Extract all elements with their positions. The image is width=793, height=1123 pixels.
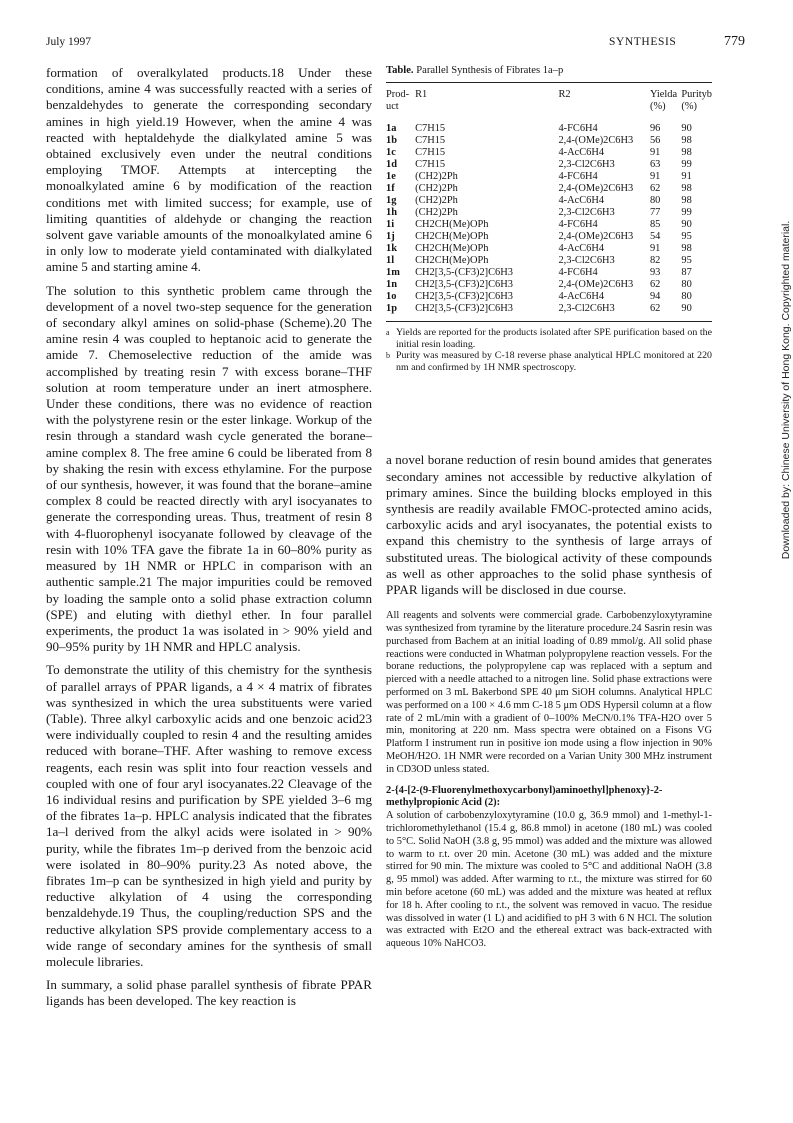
page-number: 779 [724, 34, 745, 49]
cell-yield: 91 [649, 147, 661, 158]
cell-r1: (CH2)2Ph [415, 171, 458, 182]
cell-purity: 90 [681, 123, 692, 134]
table-title: Parallel Synthesis of Fibrates 1a–p [416, 65, 564, 76]
cell-product: 1n [386, 279, 397, 290]
cell-yield: 93 [649, 267, 661, 278]
cell-product: 1c [386, 147, 396, 158]
cell-product: 1p [386, 303, 397, 314]
table-body [386, 118, 712, 321]
cell-purity: 91 [681, 171, 692, 182]
table-row [386, 255, 712, 267]
cell-yield: 63 [649, 159, 661, 170]
cell-r2: 2,3-Cl2C6H3 [558, 303, 615, 314]
right-column [386, 65, 712, 951]
fibrates-table [386, 83, 712, 321]
journal-name: SYNTHESIS [609, 36, 677, 48]
header-product: Prod-uct [386, 89, 410, 112]
cell-yield: 56 [649, 135, 661, 146]
cell-r2: 2,4-(OMe)2C6H3 [558, 135, 634, 146]
cell-r1: CH2CH(Me)OPh [415, 231, 489, 242]
header-r1: R1 [415, 89, 428, 100]
cell-product: 1h [386, 207, 397, 218]
cell-r1: C7H15 [415, 123, 446, 134]
cell-yield: 85 [649, 219, 661, 230]
cell-yield: 54 [649, 231, 661, 242]
cell-product: 1g [386, 195, 397, 206]
cell-yield: 62 [649, 183, 661, 194]
cell-r1: (CH2)2Ph [415, 183, 458, 194]
cell-r1: CH2CH(Me)OPh [415, 243, 489, 254]
paragraph-summary-start: In summary, a solid phase parallel synthesis of fibrate PPAR ligands has been developed. The key reaction is [46, 977, 372, 1009]
experimental-general: All reagents and solvents were commercial grade. Carbobenzyloxytyramine was synthesized from tyramine by the literature procedure.24 Sasrin resin was purchased from Bachem at an initial loading of 0.89 mmol/g. All solid phase reactions were conducted in Whatman polypropylene reaction vessels. For the borane reductions, the polypropylene cap was replaced with a septum and pierced with a needle attached to a nitrogen line. Solid phase extractions were performed on 3 mL Bakerbond SPE 40 μm SiOH columns. Analytical HPLC was performed on a 100 × 4.6 mm C-18 5 μm ODS Hypersil column at a flow rate of 2 mL/min with a gradient of 0–100% MeCN/0.1% TFA-H2O over 5 min, monitoring at 220 nm. Mass spectra were obtained on a Fisons VG Platform I instrument run in positive ion mode using a flow injection in 90% MeOH/H2O. 1H NMR were recorded on a Varian Unity 300 MHz instrument in CD3OD unless stated. [386, 610, 712, 775]
cell-product: 1e [386, 171, 396, 182]
footnote-b [386, 350, 712, 373]
cell-r1: CH2[3,5-(CF3)2]C6H3 [415, 291, 513, 302]
cell-r2: 4-FC6H4 [558, 219, 598, 230]
cell-r1: C7H15 [415, 147, 446, 158]
table-header-row [386, 83, 712, 118]
paragraph-summary-end: a novel borane reduction of resin bound amides that generates secondary amines not accessible by reductive alkylation of primary amines. Since the building blocks employed in this synthesis are readily available FMOC-protected amino acids, carboxylic acids and aryl isocyanates, the potential exists to expand this chemistry to the synthesis of large arrays of substituted ureas. The biological activity of these compounds as well as other approaches to the solid phase synthesis of PPAR ligands will be disclosed in due course. [386, 452, 712, 597]
cell-purity: 98 [681, 147, 692, 158]
table-caption [386, 65, 712, 76]
cell-yield: 96 [649, 123, 661, 134]
experimental-section [386, 610, 712, 951]
page-header [46, 36, 747, 52]
footnote-text: Purity was measured by C-18 reverse phase analytical HPLC monitored at 220 nm and confirmed by 1H NMR spectroscopy. [396, 350, 712, 373]
cell-product: 1o [386, 291, 397, 302]
cell-r2: 4-AcC6H4 [558, 243, 605, 254]
fibrates-table-block [386, 65, 712, 373]
cell-yield: 62 [649, 279, 661, 290]
cell-purity: 98 [681, 195, 692, 206]
cell-r2: 4-AcC6H4 [558, 291, 605, 302]
paragraph-two-step-sequence: The solution to this synthetic problem came through the development of a novel two-step sequence for the generation of secondary alkyl amines on solid-phase (Scheme).20 The amine resin 4 was coupled to heptanoic acid to generate the amide 7. Chemoselective reduction of the amide was accomplished by treating resin 7 with excess borane–THF solution at room temperature under an inert atmosphere. Under these conditions, there was no evidence of reaction with the polystyrene resin or the ester linkage. Workup of the resin through a standard wash cycle generated the borane–amine complex 8. The free amine 6 could be liberated from 8 by shaking the resin with excess ethylamine. For the purpose of our synthesis, however, it was found that the borane–amine complex 8 could be reacted directly with aryl isocyanates to generate the corresponding ureas. Thus, treatment of resin 8 with 4-fluorophenyl isocyanate followed by cleavage of the resin with 10% TFA gave the fibrate 1a in 60–80% purity as measured by 1H NMR or HPLC in comparison with an authentic sample.21 The major impurities could be removed by loading the sample onto a solid phase extraction column (SPE) and eluting with diethyl ether. In four parallel experiments, the product 1a was isolated in > 90% yield and 90–95% purity by 1H NMR and HPLC analysis. [46, 282, 372, 655]
cell-purity: 98 [681, 243, 692, 254]
table-row [386, 171, 712, 183]
cell-r2: 2,3-Cl2C6H3 [558, 255, 615, 266]
compound-2-title: 2-{4-[2-(9-Fluorenylmethoxycarbonyl)aminoethyl]phenoxy}-2-methylpropionic Acid (2): [386, 784, 663, 809]
cell-yield: 94 [649, 291, 661, 302]
cell-purity: 95 [681, 231, 692, 242]
table-bottom-rule [386, 321, 712, 322]
footnote-a [386, 327, 712, 350]
cell-r2: 4-FC6H4 [558, 267, 598, 278]
footnote-mark: b [386, 351, 390, 361]
cell-r2: 2,4-(OMe)2C6H3 [558, 279, 634, 290]
cell-purity: 98 [681, 183, 692, 194]
table-row [386, 118, 712, 135]
footnote-text: Yields are reported for the products isolated after SPE purification based on the initial resin loading. [396, 327, 712, 350]
cell-product: 1a [386, 123, 397, 134]
footnote-mark: a [386, 328, 390, 337]
issue-date: July 1997 [46, 36, 92, 48]
cell-r1: (CH2)2Ph [415, 207, 458, 218]
cell-yield: 62 [649, 303, 661, 314]
cell-yield: 91 [649, 243, 661, 254]
cell-product: 1d [386, 159, 397, 170]
table-row [386, 195, 712, 207]
download-notice: Downloaded by: Chinese University of Hong Kong. Copyrighted material. [780, 220, 792, 560]
paragraph-overalkylation: formation of overalkylated products.18 Under these conditions, amine 4 was successfully reacted with a series of benzaldehydes to generate the corresponding secondary amines in high yield.19 However, when the amine 4 was reacted with heptaldehyde the dialkylated amine 5 was obtained exclusively even under the neutral conditions employing TMOF. Attempts at intercepting the monoalkylated amine 6 by modification of the reaction conditions met with limited success; for example, use of limiting quantities of aldehyde or changing the reaction solvent gave variable amounts of the monoalkylated amine 6 in only low to moderate yield contaminated with dialkylated amine 5 and starting amine 4. [46, 65, 372, 275]
cell-r1: C7H15 [415, 159, 446, 170]
cell-purity: 99 [681, 207, 692, 218]
table-row [386, 219, 712, 231]
cell-yield: 91 [649, 171, 661, 182]
cell-purity: 98 [681, 135, 692, 146]
table-row [386, 267, 712, 279]
header-r2: R2 [558, 89, 571, 100]
left-column [46, 65, 372, 1010]
header-purity: Purityb (%) [681, 89, 712, 112]
cell-product: 1b [386, 135, 397, 146]
table-label: Table. [386, 65, 414, 76]
cell-r2: 4-FC6H4 [558, 171, 598, 182]
table-row [386, 303, 712, 321]
cell-purity: 90 [681, 303, 692, 314]
cell-r2: 2,4-(OMe)2C6H3 [558, 183, 634, 194]
cell-r1: C7H15 [415, 135, 446, 146]
table-row [386, 231, 712, 243]
cell-r1: CH2[3,5-(CF3)2]C6H3 [415, 303, 513, 314]
cell-r2: 2,4-(OMe)2C6H3 [558, 231, 634, 242]
cell-product: 1k [386, 243, 397, 254]
cell-r2: 2,3-Cl2C6H3 [558, 159, 615, 170]
cell-purity: 80 [681, 291, 692, 302]
cell-product: 1i [386, 219, 395, 230]
cell-r1: CH2[3,5-(CF3)2]C6H3 [415, 279, 513, 290]
paragraph-parallel-arrays: To demonstrate the utility of this chemistry for the synthesis of parallel arrays of PPAR ligands, a 4 × 4 matrix of fibrates was synthesized in which the urea substituents were varied (Table). Three alkyl carboxylic acids and one benzoic acid23 were individually coupled to resin 4 and the resulting amides reduced with borane–THF. After washing to remove excess reagents, each resin was split into four reaction vessels and coupled with one of four aryl isocyanates.22 Cleavage of the 16 individual resins and purification by SPE yielded 3–6 mg of the fibrates 1a–p. HPLC analysis indicated that the fibrates 1a–l derived from the alkyl acids were isolated in > 90% purity, while the fibrates 1m–p derived from the benzoic acid were isolated in 80–90% purity.23 As noted above, the fibrates 1m–p can be synthesized in high yield and purity by reductive alkylation of 4 using the corresponding benzaldehyde.19 Thus, the coupling/reduction SPS and the reductive alkylation SPS provide complementary access to a wide range of secondary amines for the synthesis of small molecule libraries. [46, 662, 372, 969]
table-row [386, 291, 712, 303]
cell-purity: 99 [681, 159, 692, 170]
cell-product: 1f [386, 183, 395, 194]
table-row [386, 183, 712, 195]
cell-r1: CH2CH(Me)OPh [415, 219, 489, 230]
cell-product: 1l [386, 255, 395, 266]
table-row [386, 207, 712, 219]
cell-yield: 82 [649, 255, 661, 266]
header-yield: Yielda (%) [649, 89, 678, 112]
cell-r2: 4-AcC6H4 [558, 195, 605, 206]
table-row [386, 159, 712, 171]
cell-r1: CH2[3,5-(CF3)2]C6H3 [415, 267, 513, 278]
cell-product: 1m [386, 267, 400, 278]
cell-purity: 87 [681, 267, 692, 278]
table-row [386, 243, 712, 255]
cell-yield: 80 [649, 195, 661, 206]
table-row [386, 135, 712, 147]
cell-purity: 80 [681, 279, 692, 290]
cell-r1: CH2CH(Me)OPh [415, 255, 489, 266]
cell-yield: 77 [649, 207, 661, 218]
cell-purity: 90 [681, 219, 692, 230]
cell-r2: 2,3-Cl2C6H3 [558, 207, 615, 218]
cell-r1: (CH2)2Ph [415, 195, 458, 206]
table-row [386, 147, 712, 159]
cell-product: 1j [386, 231, 395, 242]
cell-r2: 4-FC6H4 [558, 123, 598, 134]
compound-2-procedure: A solution of carbobenzyloxytyramine (10.0 g, 36.9 mmol) and 1-methyl-1-trichloromethylethanol (15.4 g, 86.8 mmol) in acetone (180 mL) was cooled to 5°C. Solid NaOH (3.8 g, 95 mmol) was added and the mixture was allowed to warm to r.t. over 20 min. Acetone (30 mL) was added and the mixture stirred for 90 min. The mixture was cooled to 5°C and additional NaOH (3.8 g, 95 mmol) was added. After warming to r.t., the mixture was stirred for 60 min before acetone (60 mL) was added and the mixture was heated at reflux for 18 h. After cooling to r.t., the solvent was removed in vacuo. The residue was dissolved in water (1 L) and acidified to pH 3 with 6 N HCl. The solution was extracted with Et2O and the ethereal extract was back-extracted with aqueous 10% NaHCO3. [386, 810, 712, 950]
table-footnotes [386, 327, 712, 373]
cell-r2: 4-AcC6H4 [558, 147, 605, 158]
cell-purity: 95 [681, 255, 692, 266]
table-row [386, 279, 712, 291]
